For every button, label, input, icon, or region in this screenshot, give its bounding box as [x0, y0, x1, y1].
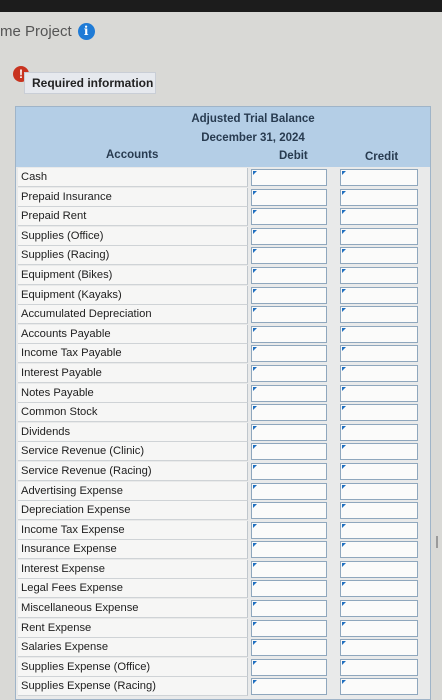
account-name: Income Tax Expense — [18, 521, 248, 540]
debit-input[interactable] — [251, 228, 327, 245]
table-row — [18, 521, 428, 541]
credit-input[interactable] — [340, 345, 418, 362]
table-row — [18, 482, 428, 502]
table-row — [18, 207, 428, 227]
page-header — [0, 18, 95, 44]
table-row — [18, 579, 428, 599]
table-body — [18, 168, 428, 697]
credit-input[interactable] — [340, 580, 418, 597]
credit-input[interactable] — [340, 561, 418, 578]
debit-input[interactable] — [251, 306, 327, 323]
table-row — [18, 344, 428, 364]
account-name: Prepaid Rent — [18, 207, 248, 226]
table-row — [18, 619, 428, 639]
debit-input[interactable] — [251, 600, 327, 617]
account-name: Supplies Expense (Office) — [18, 658, 248, 677]
table-row — [18, 266, 428, 286]
account-name: Rent Expense — [18, 619, 248, 638]
credit-input[interactable] — [340, 600, 418, 617]
account-name: Advertising Expense — [18, 482, 248, 501]
account-name: Service Revenue (Racing) — [18, 462, 248, 481]
table-row — [18, 246, 428, 266]
table-row — [18, 305, 428, 325]
credit-input[interactable] — [340, 228, 418, 245]
debit-input[interactable] — [251, 385, 327, 402]
debit-input[interactable] — [251, 443, 327, 460]
debit-input[interactable] — [251, 247, 327, 264]
debit-input[interactable] — [251, 208, 327, 225]
debit-input[interactable] — [251, 522, 327, 539]
credit-input[interactable] — [340, 169, 418, 186]
required-information-banner — [24, 72, 156, 94]
table-row — [18, 325, 428, 345]
table-row — [18, 168, 428, 188]
account-name: Depreciation Expense — [18, 501, 248, 520]
credit-input[interactable] — [340, 404, 418, 421]
credit-input[interactable] — [340, 522, 418, 539]
table-row — [18, 560, 428, 580]
credit-input[interactable] — [340, 620, 418, 637]
debit-input[interactable] — [251, 169, 327, 186]
credit-input[interactable] — [340, 365, 418, 382]
credit-input[interactable] — [340, 483, 418, 500]
account-name: Insurance Expense — [18, 540, 248, 559]
table-row — [18, 227, 428, 247]
debit-input[interactable] — [251, 189, 327, 206]
debit-input[interactable] — [251, 267, 327, 284]
credit-input[interactable] — [340, 267, 418, 284]
debit-input[interactable] — [251, 678, 327, 695]
credit-input[interactable] — [340, 639, 418, 656]
debit-input[interactable] — [251, 541, 327, 558]
page-title: me Project — [0, 22, 72, 40]
debit-input[interactable] — [251, 404, 327, 421]
account-name: Equipment (Bikes) — [18, 266, 248, 285]
account-name: Common Stock — [18, 403, 248, 422]
table-title-block — [16, 110, 430, 148]
account-name: Equipment (Kayaks) — [18, 286, 248, 305]
debit-input[interactable] — [251, 659, 327, 676]
table-row — [18, 364, 428, 384]
table-row — [18, 286, 428, 306]
table-row — [18, 658, 428, 678]
account-name: Accumulated Depreciation — [18, 305, 248, 324]
credit-input[interactable] — [340, 678, 418, 695]
debit-input[interactable] — [251, 502, 327, 519]
column-header-credit: Credit — [365, 151, 399, 163]
account-name: Salaries Expense — [18, 638, 248, 657]
credit-input[interactable] — [340, 502, 418, 519]
scroll-edge-marker — [436, 536, 438, 548]
account-name: Accounts Payable — [18, 325, 248, 344]
credit-input[interactable] — [340, 208, 418, 225]
table-row — [18, 677, 428, 697]
account-name: Supplies Expense (Racing) — [18, 677, 248, 696]
debit-input[interactable] — [251, 620, 327, 637]
debit-input[interactable] — [251, 365, 327, 382]
table-row — [18, 462, 428, 482]
account-name: Service Revenue (Clinic) — [18, 442, 248, 461]
credit-input[interactable] — [340, 424, 418, 441]
credit-input[interactable] — [340, 443, 418, 460]
table-row — [18, 638, 428, 658]
debit-input[interactable] — [251, 483, 327, 500]
credit-input[interactable] — [340, 463, 418, 480]
account-name: Interest Payable — [18, 364, 248, 383]
table-title: Adjusted Trial Balance — [191, 113, 315, 125]
account-name: Interest Expense — [18, 560, 248, 579]
table-header — [16, 107, 430, 167]
alert-icon: ! — [13, 66, 29, 82]
trial-balance-table — [15, 106, 431, 700]
column-header-accounts: Accounts — [106, 149, 159, 161]
debit-input[interactable] — [251, 424, 327, 441]
credit-input[interactable] — [340, 189, 418, 206]
table-row — [18, 442, 428, 462]
top-bar — [0, 0, 442, 12]
account-name: Miscellaneous Expense — [18, 599, 248, 618]
account-name: Cash — [18, 168, 248, 187]
account-name: Supplies (Office) — [18, 227, 248, 246]
column-header-debit: Debit — [279, 150, 308, 162]
table-row — [18, 384, 428, 404]
table-row — [18, 540, 428, 560]
debit-input[interactable] — [251, 345, 327, 362]
credit-input[interactable] — [340, 247, 418, 264]
table-row — [18, 599, 428, 619]
debit-input[interactable] — [251, 287, 327, 304]
credit-input[interactable] — [340, 306, 418, 323]
credit-input[interactable] — [340, 287, 418, 304]
account-name: Prepaid Insurance — [18, 188, 248, 207]
debit-input[interactable] — [251, 326, 327, 343]
account-name: Legal Fees Expense — [18, 579, 248, 598]
table-row — [18, 501, 428, 521]
debit-input[interactable] — [251, 561, 327, 578]
credit-input[interactable] — [340, 326, 418, 343]
account-name: Dividends — [18, 423, 248, 442]
table-row — [18, 188, 428, 208]
debit-input[interactable] — [251, 580, 327, 597]
table-row — [18, 403, 428, 423]
credit-input[interactable] — [340, 385, 418, 402]
account-name: Supplies (Racing) — [18, 246, 248, 265]
table-row — [18, 423, 428, 443]
credit-input[interactable] — [340, 659, 418, 676]
required-information-label: Required information — [32, 76, 154, 90]
account-name: Notes Payable — [18, 384, 248, 403]
credit-input[interactable] — [340, 541, 418, 558]
debit-input[interactable] — [251, 639, 327, 656]
account-name: Income Tax Payable — [18, 344, 248, 363]
table-date: December 31, 2024 — [201, 132, 305, 144]
debit-input[interactable] — [251, 463, 327, 480]
info-icon[interactable]: i — [78, 23, 95, 40]
